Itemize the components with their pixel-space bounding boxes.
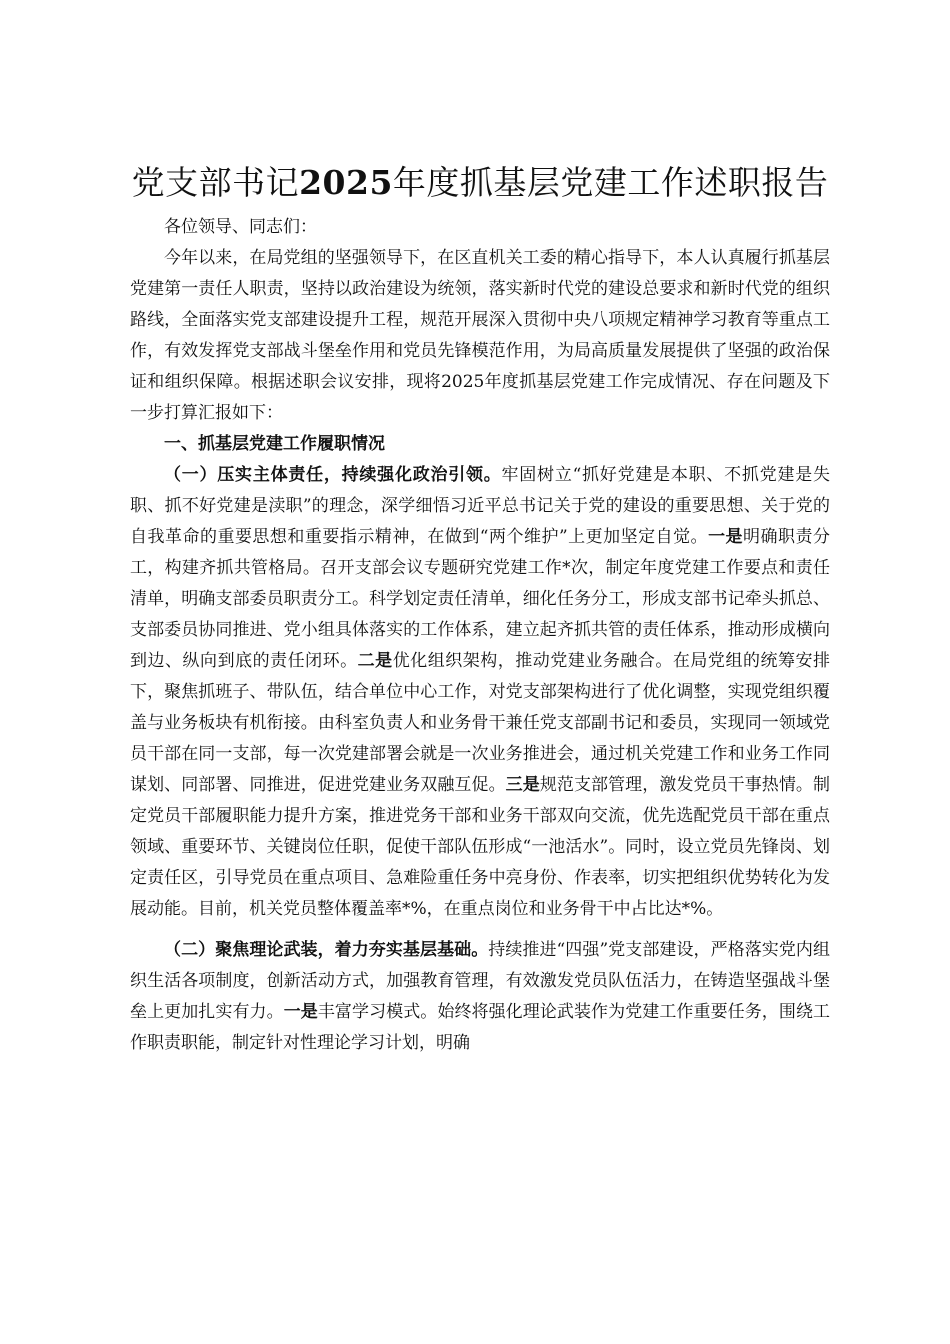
subsection-2-lead: （二）聚焦理论武装，着力夯实基层基础。 (164, 940, 489, 960)
greeting: 各位领导、同志们： (164, 217, 317, 237)
document-page (130, 160, 830, 1059)
subsection-2-keyword-1: 一是 (283, 1002, 318, 1022)
subsection-1-text-d: 规范支部管理，激发党员干事热情。制定党员干部履职能力提升方案，推进党务干部和业务干部双向交流，优先选配党员干部在重点领域、重要环节、关键岗位任职，促使干部队伍形成“一池活水”。同时，设立党员先锋岗、划定责任区，引导党员在重点项目、急难险重任务中亮身份、作表率，切实把组织优势转化为发展动能。目前，机关党员整体覆盖率*%，在重点岗位和业务骨干中占比达*%。 (130, 775, 831, 919)
subsection-2-paragraph (130, 935, 830, 1059)
title-block (130, 160, 830, 206)
subsection-1-text-c: 优化组织架构，推动党建业务融合。在局党组的统筹安排下，聚焦抓班子、带队伍，结合单位中心工作，对党支部架构进行了优化调整，实现党组织覆盖与业务板块有机衔接。由科室负责人和业务骨干兼任党支部副书记和委员，实现同一领域党员干部在同一支部，每一次党建部署会就是一次业务推进会，通过机关党建工作和业务工作同谋划、同部署、同推进，促进党建业务双融互促。 (130, 651, 831, 795)
subsection-1-keyword-2: 二是 (357, 651, 393, 671)
intro-paragraph: 今年以来，在局党组的坚强领导下，在区直机关工委的精心指导下，本人认真履行抓基层党建第一责任人职责，坚持以政治建设为统领，落实新时代党的建设总要求和新时代党的组织路线，全面落实党支部建设提升工程，规范开展深入贯彻中央八项规定精神学习教育等重点工作，有效发挥党支部战斗堡垒作用和党员先锋模范作用，为局高质量发展提供了坚强的政治保证和组织保障。根据述职会议安排，现将2025年度抓基层党建工作完成情况、存在问题及下一步打算汇报如下： (130, 248, 830, 423)
title-part2: 年度抓基层党建工作述职报告 (392, 163, 829, 202)
subsection-2-text-b: 丰富学习模式。始终将强化理论武装作为党建工作重要任务，围绕工作职责职能，制定针对性理论学习计划，明确 (130, 1002, 831, 1053)
title-year: 2025 (299, 163, 393, 202)
subsection-2-text-a: 持续推进“四强”党支部建设，严格落实党内组织生活各项制度，创新活动方式，加强教育管理，有效激发党员队伍活力，在铸造坚强战斗堡垒上更加扎实有力。 (130, 940, 831, 1022)
subsection-1-text-b: 明确职责分工，构建齐抓共管格局。召开支部会议专题研究党建工作*次，制定年度党建工作要点和责任清单，明确支部委员职责分工。科学划定责任清单，细化任务分工，形成支部书记牵头抓总、支部委员协同推进、党小组具体落实的工作体系，建立起齐抓共管的责任体系，推动形成横向到边、纵向到底的责任闭环。 (130, 527, 831, 671)
subsection-1-paragraph (130, 460, 830, 925)
subsection-1-lead: （一）压实主体责任，持续强化政治引领。 (164, 465, 502, 485)
subsection-1-keyword-3: 三是 (505, 775, 540, 795)
section-heading-1: 一、抓基层党建工作履职情况 (164, 434, 385, 454)
subsection-1-keyword-1: 一是 (708, 527, 744, 547)
subsection-1-text-a: 牢固树立“抓好党建是本职、不抓党建是失职、抓不好党建是渎职”的理念，深学细悟习近平总书记关于党的建设的重要思想、关于党的自我革命的重要思想和重要指示精神，在做到“两个维护”上更加坚定自觉。 (130, 465, 830, 547)
title-part1: 党支部书记 (131, 163, 300, 202)
document-title (130, 160, 830, 206)
